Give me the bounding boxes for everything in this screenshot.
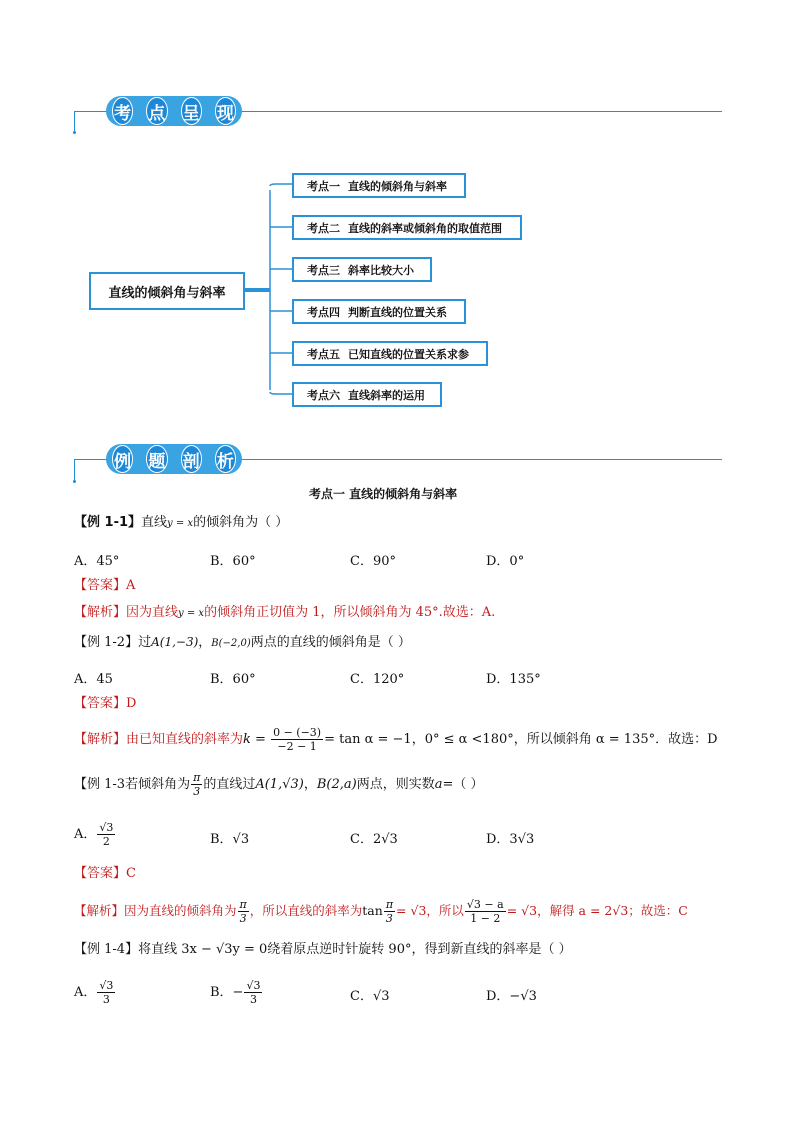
- analysis-text: 因为直线: [126, 605, 179, 620]
- option-fraction: [97, 979, 115, 1006]
- banner-char: 题: [146, 445, 167, 473]
- q2-label: 【例 1-2】: [74, 635, 139, 650]
- q2-analysis: [74, 725, 718, 755]
- mindmap-node: [292, 341, 488, 366]
- option-label: B．−: [210, 985, 244, 1000]
- pi-over-3: [384, 898, 395, 925]
- fraction-numerator: √3: [99, 821, 114, 834]
- q1-eq: y = x: [167, 518, 194, 529]
- q2-option-d: D．135°: [486, 672, 541, 687]
- answer-value: C: [126, 866, 136, 881]
- answer-value: D: [126, 696, 137, 711]
- slope-fraction: [465, 898, 506, 925]
- banner-tick-2: [74, 459, 75, 481]
- mindmap-node: [292, 215, 522, 240]
- fraction-denominator: 3: [102, 993, 110, 1006]
- analysis-text: 的倾斜角正切值为 1，所以倾斜角为 45°.故选：A.: [204, 605, 496, 620]
- q2-option-a: A．45: [74, 672, 113, 687]
- answer-label: 【答案】: [74, 578, 127, 593]
- q4-option-a: [74, 978, 116, 1008]
- option-fraction: [97, 821, 115, 848]
- fraction-numerator: 0 − (−3): [273, 726, 322, 739]
- banner-char: 呈: [181, 97, 202, 125]
- q3-option-b: B．√3: [210, 832, 250, 847]
- fraction-denominator: 3: [193, 785, 201, 798]
- node-tag: 考点一: [307, 179, 340, 193]
- option-label: A．: [74, 827, 97, 842]
- fraction-numerator: π: [239, 898, 247, 911]
- node-text: 直线的倾斜角与斜率: [348, 179, 447, 193]
- q2-point-a: A(1,−3): [151, 635, 199, 649]
- q1-suffix: 的倾斜角为（ ）: [193, 515, 289, 530]
- q1-prefix: 直线: [141, 515, 168, 530]
- q4-label: 【例 1-4】: [74, 942, 139, 957]
- q3-option-d: D．3√3: [486, 832, 535, 847]
- answer-value: A: [126, 578, 136, 593]
- node-text: 直线斜率的运用: [348, 388, 425, 402]
- analysis-label: 【解析】: [74, 732, 127, 747]
- analysis-text: ，所以直线的斜率为: [249, 903, 363, 918]
- fraction-numerator: √3: [246, 979, 261, 992]
- section-title: 考点一 直线的倾斜角与斜率: [309, 487, 458, 501]
- q1-answer: [74, 577, 135, 595]
- pi-over-3: [238, 898, 249, 925]
- q3-label: 【例 1-3: [74, 777, 126, 792]
- q1-option-d: D．0°: [486, 554, 525, 569]
- node-text: 直线的斜率或倾斜角的取值范围: [348, 221, 502, 235]
- analysis-tan: tan: [362, 903, 383, 918]
- node-text: 判断直线的位置关系: [348, 305, 447, 319]
- banner-dot-2: [73, 480, 76, 483]
- option-fraction: [244, 979, 262, 1006]
- analysis-k: k =: [243, 732, 266, 747]
- analysis-label: 【解析】: [74, 605, 127, 620]
- analysis-label: 【解析】: [74, 903, 125, 918]
- slope-fraction: [271, 726, 323, 753]
- node-text: 已知直线的位置关系求参: [348, 347, 469, 361]
- mindmap-node: [292, 257, 432, 282]
- q2-text: 过: [138, 635, 152, 650]
- q3-stem: [74, 770, 484, 800]
- q3-option-a: [74, 820, 116, 850]
- q1-analysis: [74, 604, 495, 623]
- q4-option-c: C．√3: [350, 989, 390, 1004]
- q2-stem: [74, 633, 411, 653]
- q2-option-c: C．120°: [350, 672, 405, 687]
- q3-comma: ，: [303, 777, 317, 792]
- q3-text: 若倾斜角为: [125, 777, 191, 792]
- q3-text: =（ ）: [442, 777, 484, 792]
- node-tag: 考点二: [307, 221, 340, 235]
- option-label: A．: [74, 985, 97, 1000]
- mindmap-node: [292, 173, 466, 198]
- answer-label: 【答案】: [74, 696, 127, 711]
- q3-point-a: A(1,√3): [255, 777, 304, 792]
- q1-option-b: B．60°: [210, 554, 256, 569]
- fraction-numerator: √3 − a: [466, 898, 504, 911]
- mindmap-root: 直线的倾斜角与斜率: [89, 272, 245, 310]
- q4-option-d: D．−√3: [486, 989, 537, 1004]
- analysis-text: = √3，所以: [396, 903, 464, 918]
- banner-char: 点: [146, 97, 167, 125]
- q2-option-b: B．60°: [210, 672, 256, 687]
- node-tag: 考点五: [307, 347, 340, 361]
- q3-point-b: B(2,a): [316, 777, 357, 792]
- q3-text: 两点，则实数: [356, 777, 435, 792]
- banner-char: 现: [215, 97, 236, 125]
- answer-label: 【答案】: [74, 866, 127, 881]
- banner-char: 例: [112, 445, 133, 473]
- q2-text: 两点的直线的倾斜角是（ ）: [250, 635, 411, 650]
- analysis-text: = tan α = −1，0° ≤ α <180°，所以倾斜角 α = 135°．故选：D: [324, 732, 718, 747]
- node-tag: 考点三: [307, 263, 340, 277]
- q4-stem: [74, 941, 572, 959]
- mindmap-node: [292, 382, 442, 407]
- pi-over-3: [191, 771, 202, 798]
- analysis-text: = √3，解得 a = 2√3；故选：C: [506, 903, 688, 918]
- banner-char: 考: [112, 97, 133, 125]
- q2-point-b: B(−2,0): [211, 638, 251, 649]
- banner-liti-pouxi: [106, 444, 242, 474]
- banner-char: 析: [215, 445, 236, 473]
- analysis-text: 由已知直线的斜率为: [126, 732, 244, 747]
- banner-char: 剖: [181, 445, 202, 473]
- node-tag: 考点六: [307, 388, 340, 402]
- q2-comma: ，: [198, 635, 212, 650]
- q1-stem: [74, 514, 288, 533]
- q3-text: 的直线过: [203, 777, 256, 792]
- q3-option-c: C．2√3: [350, 832, 398, 847]
- node-tag: 考点四: [307, 305, 340, 319]
- q4-option-b: [210, 978, 263, 1008]
- fraction-denominator: 2: [102, 835, 110, 848]
- fraction-denominator: 3: [385, 912, 393, 925]
- mindmap-node: [292, 299, 466, 324]
- fraction-numerator: π: [385, 898, 394, 911]
- fraction-denominator: −2 − 1: [277, 740, 317, 753]
- node-text: 斜率比较大小: [348, 263, 414, 277]
- q3-analysis: [74, 896, 688, 926]
- q1-option-a: A．45°: [74, 554, 120, 569]
- q4-text: 将直线 3x − √3y = 0绕着原点逆时针旋转 90°，得到新直线的斜率是（ ）: [138, 942, 572, 957]
- q1-option-c: C．90°: [350, 554, 396, 569]
- q1-label: 【例 1-1】: [74, 515, 142, 530]
- fraction-numerator: √3: [99, 979, 114, 992]
- q2-answer: [74, 695, 136, 713]
- fraction-denominator: 3: [249, 993, 257, 1006]
- analysis-eq: y = x: [178, 608, 205, 619]
- q3-var: a: [434, 777, 443, 792]
- fraction-denominator: 3: [239, 912, 247, 925]
- fraction-numerator: π: [193, 771, 201, 784]
- analysis-text: 因为直线的倾斜角为: [124, 903, 237, 918]
- fraction-denominator: 1 − 2: [470, 912, 501, 925]
- q3-answer: [74, 865, 136, 883]
